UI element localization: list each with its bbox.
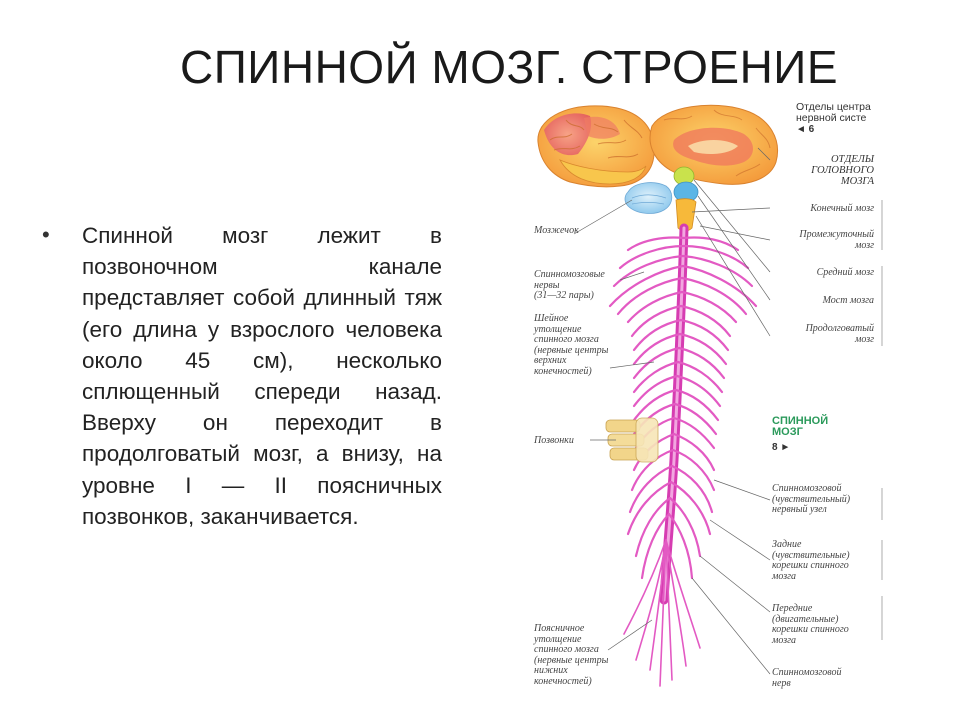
label-cervical-enlargement: Шейное утолщение спинного мозга (нервные центры верхних конечностей) [534, 313, 609, 377]
label-medulla: Продолговатый мозг [805, 323, 874, 345]
label-spinal-ganglion: Спинномозговой (чувствительный) нервный узел [772, 483, 851, 515]
label-lumbar-enlargement: Поясничное утолщение спинного мозга (нервные центры нижних конечностей) [534, 623, 609, 687]
label-midbrain: Средний мозг [816, 267, 874, 278]
label-vertebrae: Позвонки [534, 435, 574, 446]
cerebellum [625, 183, 672, 214]
nervous-system-figure [524, 100, 888, 694]
slide-title: СПИННОЙ МОЗГ. СТРОЕНИЕ [180, 41, 839, 93]
label-spinal-nerve: Спинномозговой нерв [772, 667, 842, 689]
header-spinal-number: 8 ► [772, 442, 791, 453]
label-posterior-roots: Задние (чувствительные) корешки спинного мозга [772, 539, 850, 582]
header-cns-number: ◄ 6 [796, 124, 815, 135]
label-cerebellum: Мозжечок [534, 225, 579, 236]
label-pons: Мост мозга [822, 295, 874, 306]
header-cns: Отделы центра нервной систе [796, 101, 871, 124]
label-diencephalon: Промежуточный мозг [799, 229, 874, 251]
cauda-equina [624, 540, 700, 686]
brain-left-hemisphere [538, 106, 654, 187]
bullet-text: Спинной мозг лежит в позвоночном канале представляет собой длинный тяж (его длина у взрослого человека около 45 см), несколько сплющенный спереди назад. Вверху он переходит в продолговатый мозг, а внизу, на уровне I — II поясничных позвонков, заканчивается. [82, 223, 442, 529]
bullet-marker: • [42, 222, 50, 247]
label-telencephalon: Конечный мозг [810, 203, 874, 214]
label-anterior-roots: Передние (двигательные) корешки спинного мозга [772, 603, 849, 646]
brain-right-hemisphere [650, 105, 778, 184]
bullet-paragraph [42, 220, 442, 532]
header-brain: ОТДЕЛЫ ГОЛОВНОГО МОЗГА [811, 154, 874, 187]
header-spinal: СПИННОЙ МОЗГ [772, 415, 829, 438]
label-spinal-nerves: Спинномозговые нервы (31—32 пары) [534, 269, 605, 301]
